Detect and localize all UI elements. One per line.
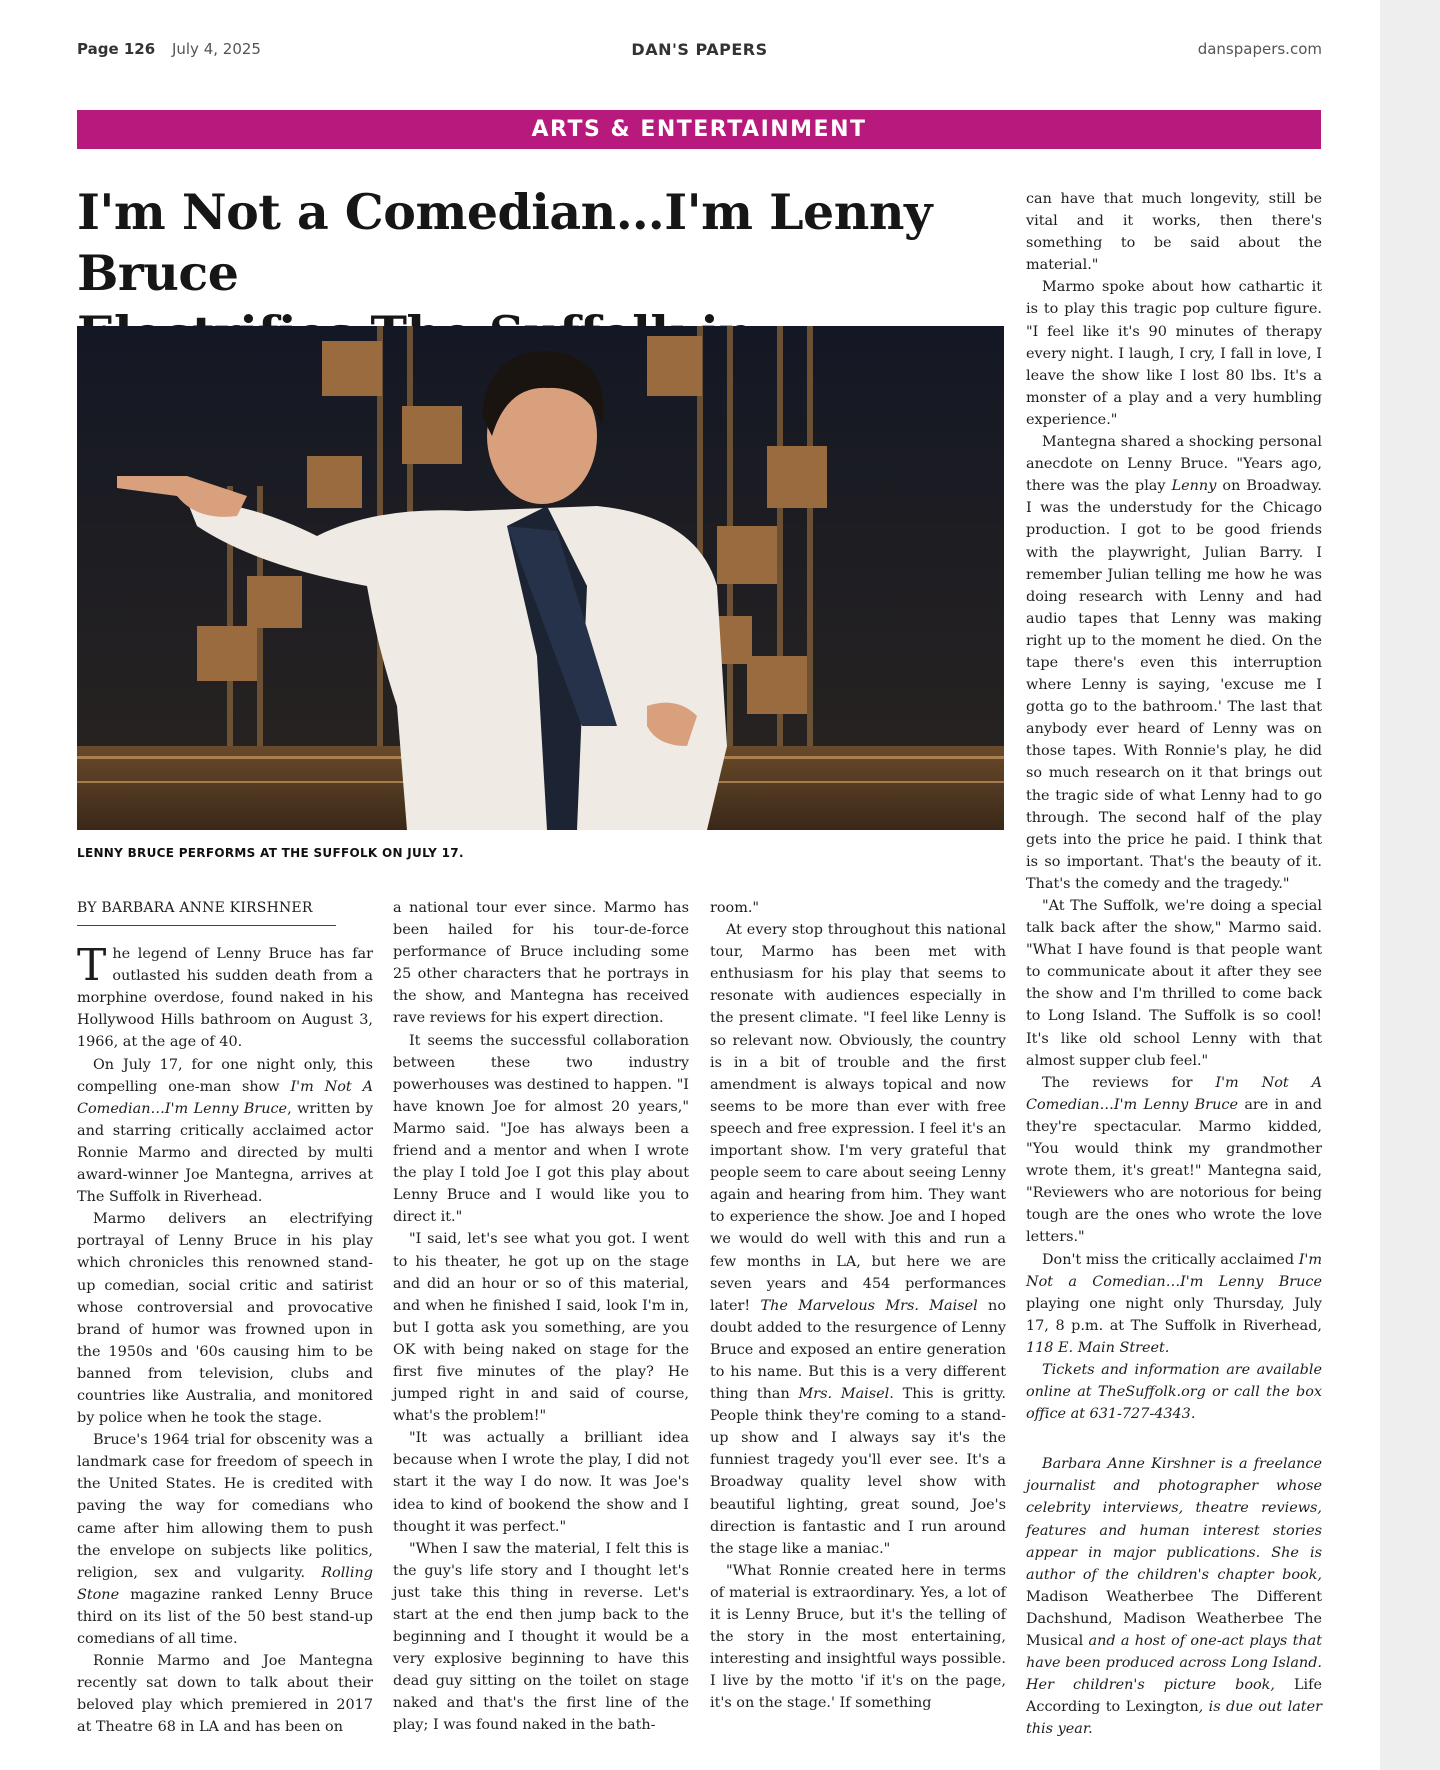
paragraph: Marmo spoke about how cathartic it is to play this tragic pop culture figure. "I feel like it's 90 minutes of therapy every night. I laugh, I cry, I fall in love, I leave the show like I lost 80 lbs. It's a monster of a play and a very humbling experience." — [1026, 279, 1322, 428]
headline-line-1: I'm Not a Comedian…I'm Lenny Bruce — [77, 183, 932, 302]
article-column-3 — [710, 897, 1006, 1714]
article-column-1 — [77, 897, 373, 1738]
paragraph: "What Ronnie created here in terms of material is extraordinary. Yes, a lot of it is Lenny Bruce, but it's the telling of the story in the most entertaining, interesting and insightful ways possible. I live by the motto 'if it's on the page, it's on the stage.' If something — [710, 1562, 1006, 1712]
author-bio: Barbara Anne Kirshner is a freelance journalist and photographer whose celebrity interviews, theatre reviews, features and human interest stories appear in major publications. She is author of the children's chapter book, Madison Weatherbee The Different Dachshund, Madison Weatherbee The Musical and a host of one-act plays that have been produced across Long Island. Her children's picture book, Life According to Lexington, is due out later this year. — [1026, 1456, 1322, 1738]
paragraph: Marmo delivers an electrifying portrayal of Lenny Bruce in his play which chronicles this renowned stand-up comedian, social critic and satirist whose controversial and provocative brand of humor was frowned upon in the 1950s and '60s causing him to be banned from television, clubs and countries like Australia, and monitored by police when he took the stage. — [77, 1211, 373, 1427]
website-link[interactable]: danspapers.com — [1197, 40, 1322, 58]
drop-cap: T — [77, 940, 107, 992]
paragraph: room." — [710, 900, 760, 916]
paragraph: The reviews for I'm Not A Comedian…I'm Lenny Bruce are in and they're spectacular. Marmo kidded, "You would think my grandmother wrote them, it's great!" Mantegna said, "Reviewers who are notorious for being tough are the ones who wrote the love letters." — [1026, 1074, 1322, 1246]
paragraph: "It was actually a brilliant idea because when I wrote the play, I did not start it the way I do now. It was Joe's idea to kind of bookend the show and I thought it was perfect." — [393, 1430, 689, 1535]
paragraph: On July 17, for one night only, this compelling one-man show I'm Not A Comedian…I'm Lenny Bruce, written by and starring critically acclaimed actor Ronnie Marmo and directed by multi award-winner Joe Mantegna, arrives at The Suffolk in Riverhead. — [77, 1056, 373, 1206]
paragraph: can have that much longevity, still be vital and it works, then there's something to be said about the material." — [1026, 191, 1322, 274]
paragraph: "I said, let's see what you got. I went to his theater, he got up on the stage and did an hour or so of this material, and when he finished I said, look I'm in, but I gotta ask you something, are you OK with being naked on stage for the first five minutes of the play? He jumped right in and said of course, what's the problem!" — [393, 1231, 689, 1425]
book-title: Madison Weatherbee The Different Dachshund, Madison Weatherbee The Musical — [1026, 1588, 1322, 1649]
article-column-4 — [1026, 188, 1322, 1740]
page-edge — [1380, 0, 1440, 1770]
paragraph: At every stop throughout this national tour, Marmo has been met with enthusiasm for his play that seems to resonate with audiences especially in the present climate. "I feel like Lenny is so relevant now. Obviously, the country is in a bit of trouble and the first amendment is always topical and now seems to be more than ever with free speech and free expression. I feel it's an important show. I'm very grateful that people seem to care about seeing Lenny again and hearing from him. They want to experience the show. Joe and I hoped we would do well with this and run a few months in LA, but here we are seven years and 454 performances later! The Marvelous Mrs. Maisel no doubt added to the resurgence of Lenny Bruce and exposed an entire generation to his name. But this is a very different thing than Mrs. Maisel. This is gritty. People think they're coming to a stand-up show and I always say it's the funniest tragedy you'll ever see. It's a Broadway quality level show with beautiful lighting, great sound, Joe's direction is fantastic and I run around the stage like a maniac." — [710, 922, 1006, 1557]
paragraph: Mantegna shared a shocking personal anecdote on Lenny Bruce. "Years ago, there was the play Lenny on Broadway. I was the understudy for the Chicago production. I got to be good friends with the playwright, Julian Barry. I remember Julian telling me how he was doing research with Lenny and had audio tapes that Lenny was making right up to the moment he died. On the tape there's even this interruption where Lenny is saying, 'excuse me I gotta go to the bathroom.' The last that anybody ever heard of Lenny was on those tapes. With Ronnie's play, he did so much research on it that brings out the tragic side of what Lenny had to go through. The second half of the play gets into the price he paid. I think that is so important. That's the beauty of it. That's the comedy and the tragedy." — [1026, 434, 1322, 892]
paragraph: It seems the successful collaboration between these two industry powerhouses was destined to happen. "I have known Joe for almost 20 years," Marmo said. "Joe has always been a friend and a mentor and when I wrote the play I told Joe I got this play about Lenny Bruce and I would like you to direct it." — [393, 1032, 689, 1226]
section-banner: ARTS & ENTERTAINMENT — [77, 110, 1321, 149]
show-title: The Marvelous Mrs. Maisel — [760, 1297, 978, 1314]
byline: BY BARBARA ANNE KIRSHNER — [77, 897, 336, 926]
paragraph: "At The Suffolk, we're doing a special talk back after the show," Marmo said. "What I have found is that people want to communicate about it after they see the show and I'm thrilled to come back to Long Island. The Suffolk is so cool! It's like old school Lenny with that almost supper club feel." — [1026, 898, 1322, 1069]
paragraph: a national tour ever since. Marmo has been hailed for his tour-de-force performance of Bruce including some 25 other characters that he portrays in the show, and Mantegna has received rave reviews for his expert direction. — [393, 900, 689, 1027]
paragraph: "When I saw the material, I felt this is the guy's life story and I thought let's just take this thing in reverse. Let's start at the end then jump back to the beginning and I thought it would be a very explosive beginning to have this dead guy sitting on the toilet on stage naked and that's the first line of the play; I was found naked in the bath- — [393, 1540, 689, 1734]
paragraph: Don't miss the critically acclaimed I'm Not a Comedian…I'm Lenny Bruce playing one night only Thursday, July 17, 8 p.m. at The Suffolk in Riverhead, 118 E. Main Street. — [1026, 1251, 1322, 1356]
paragraph: The legend of Lenny Bruce has far outlasted his sudden death from a morphine overdose, found naked in his Hollywood Hills bathroom on August 3, 1966, at the age of 40. — [77, 940, 373, 1051]
article-photo — [77, 326, 1004, 830]
performer-photo-illustration — [77, 326, 1004, 830]
paragraph: Bruce's 1964 trial for obscenity was a landmark case for freedom of speech in the United States. He is credited with paving the way for comedians who came after him allowing them to push the envelope on subjects like politics, religion, sex and vulgarity. Rolling Stone magazine ranked Lenny Bruce third on its list of the 50 best stand-up comedians of all time. — [77, 1432, 373, 1647]
book-title: Life According to Lexington — [1026, 1677, 1322, 1716]
publication-name: DAN'S PAPERS — [631, 40, 768, 59]
issue-date: July 4, 2025 — [171, 40, 261, 58]
ticket-info: Tickets and information are available online at TheSuffolk.org or call the box office at 631-727-4343. — [1026, 1361, 1322, 1423]
show-title: I'm Not A Comedian…I'm Lenny Bruce — [77, 1078, 373, 1117]
article-column-2 — [393, 897, 689, 1737]
page-number: Page 126 — [77, 40, 156, 58]
show-title: I'm Not A Comedian…I'm Lenny Bruce — [1026, 1074, 1322, 1113]
venue-address: 118 E. Main Street. — [1026, 1339, 1170, 1356]
play-title: Lenny — [1171, 478, 1217, 495]
paragraph: Ronnie Marmo and Joe Mantegna recently sat down to talk about their beloved play which premiered in 2017 at Theatre 68 in LA and has been on — [77, 1653, 373, 1736]
show-title: Mrs. Maisel — [798, 1386, 890, 1403]
magazine-title: Rolling Stone — [77, 1564, 373, 1603]
show-title: I'm Not a Comedian…I'm Lenny Bruce — [1026, 1251, 1322, 1290]
photo-caption: LENNY BRUCE PERFORMS AT THE SUFFOLK ON JULY 17. — [77, 846, 464, 860]
page-header — [77, 40, 1322, 64]
